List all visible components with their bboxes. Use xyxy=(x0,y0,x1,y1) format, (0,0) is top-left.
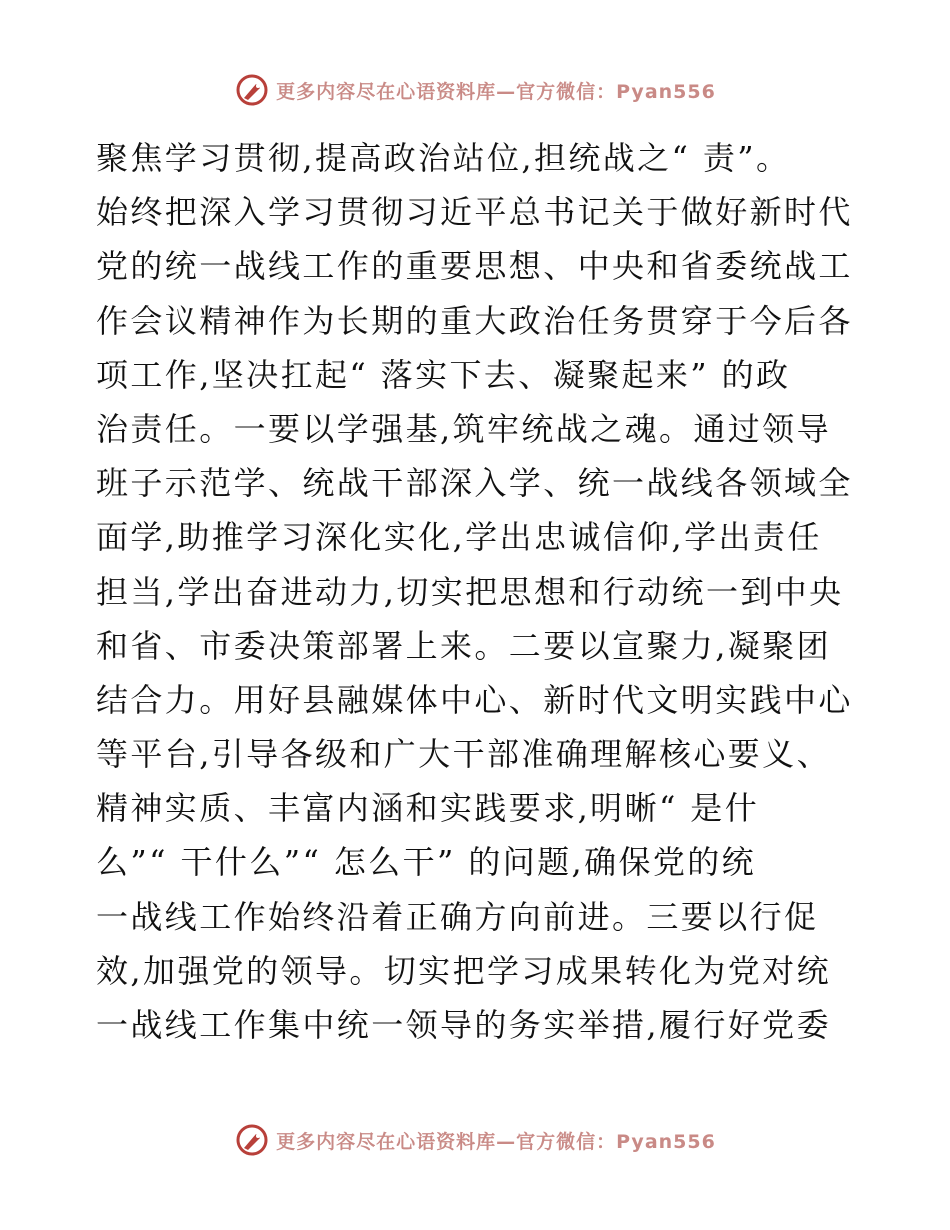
watermark-text: 更多内容尽在心语资料库—官方微信：Pyan556 xyxy=(276,80,716,103)
body-line: 和省、市委决策部署上来。二要以宣聚力,凝聚团 xyxy=(96,626,831,665)
body-line: 作会议精神作为长期的重大政治任务贯穿于今后各 xyxy=(96,301,853,340)
body-line: 效,加强党的领导。切实把学习成果转化为党对统 xyxy=(96,951,831,990)
body-line: 项工作,坚决扛起“ 落实下去、凝聚起来” 的政 xyxy=(96,355,791,394)
body-line: 治责任。一要以学强基,筑牢统战之魂。通过领导 xyxy=(96,409,831,448)
body-line: 担当,学出奋进动力,切实把思想和行动统一到中央 xyxy=(96,572,844,611)
watermark-text: 更多内容尽在心语资料库—官方微信：Pyan556 xyxy=(276,1130,716,1153)
footer-watermark xyxy=(0,1122,950,1158)
body-line: 精神实质、丰富内涵和实践要求,明晰“ 是什 xyxy=(96,789,760,828)
body-line: 结合力。用好县融媒体中心、新时代文明实践中心 xyxy=(96,680,853,719)
body-line: 聚焦学习贯彻,提高政治站位,担统战之“ 责”。 xyxy=(96,139,791,177)
document-body xyxy=(96,131,856,1052)
body-line: 么”“ 干什么”“ 怎么干” 的问题,确保党的统 xyxy=(96,843,757,882)
pen-nib-logo-icon xyxy=(234,1122,270,1158)
body-line: 一战线工作集中统一领导的务实举措,履行好党委 xyxy=(96,1006,831,1044)
body-line: 班子示范学、统战干部深入学、统一战线各领域全 xyxy=(96,464,853,503)
body-line: 党的统一战线工作的重要思想、中央和省委统战工 xyxy=(96,247,853,286)
body-line: 等平台,引导各级和广大干部准确理解核心要义、 xyxy=(96,735,831,774)
body-line: 一战线工作始终沿着正确方向前进。三要以行促 xyxy=(96,897,819,936)
body-line: 面学,助推学习深化实化,学出忠诚信仰,学出责任 xyxy=(96,518,822,557)
body-line: 始终把深入学习贯彻习近平总书记关于做好新时代 xyxy=(96,193,853,232)
pen-nib-logo-icon xyxy=(234,72,270,108)
header-watermark xyxy=(0,72,950,108)
